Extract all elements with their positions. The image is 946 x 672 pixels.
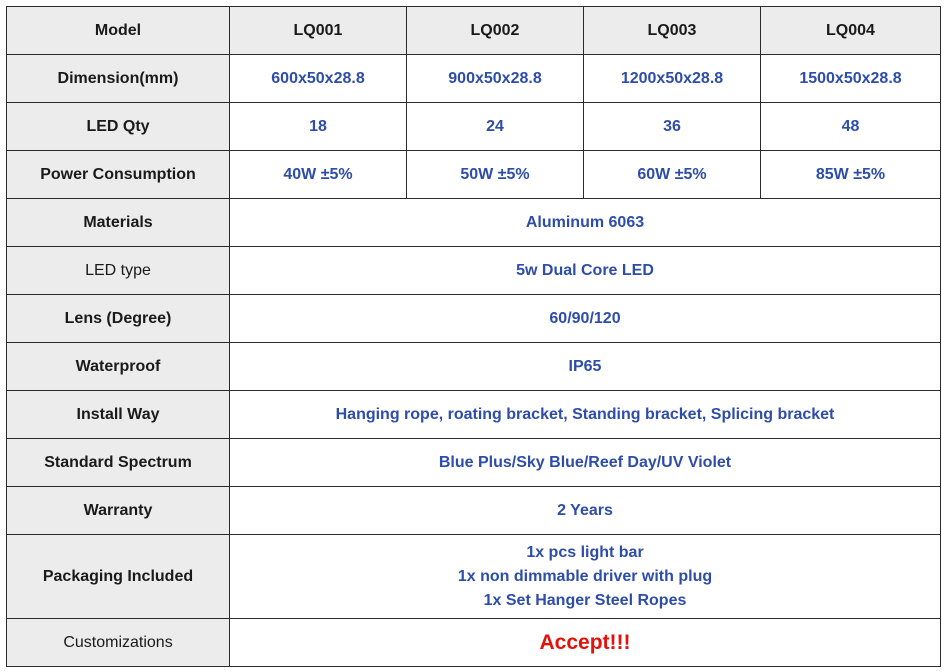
dimension-lq002: 900x50x28.8 <box>407 55 584 103</box>
row-label-spectrum: Standard Spectrum <box>7 439 230 487</box>
power-lq002: 50W ±5% <box>407 151 584 199</box>
model-lq003: LQ003 <box>584 7 761 55</box>
row-led-type <box>7 247 941 295</box>
model-lq001: LQ001 <box>230 7 407 55</box>
row-model <box>7 7 941 55</box>
spec-table <box>6 6 941 667</box>
customizations-value: Accept!!! <box>230 619 941 667</box>
row-materials <box>7 199 941 247</box>
dimension-lq003: 1200x50x28.8 <box>584 55 761 103</box>
row-packaging <box>7 535 941 619</box>
row-label-packaging: Packaging Included <box>7 535 230 619</box>
waterproof-value: IP65 <box>230 343 941 391</box>
row-led-qty <box>7 103 941 151</box>
led-qty-lq003: 36 <box>584 103 761 151</box>
row-label-customizations: Customizations <box>7 619 230 667</box>
row-label-dimension: Dimension(mm) <box>7 55 230 103</box>
row-label-led-type: LED type <box>7 247 230 295</box>
row-spectrum <box>7 439 941 487</box>
model-lq004: LQ004 <box>761 7 941 55</box>
row-label-warranty: Warranty <box>7 487 230 535</box>
model-lq002: LQ002 <box>407 7 584 55</box>
row-label-materials: Materials <box>7 199 230 247</box>
materials-value: Aluminum 6063 <box>230 199 941 247</box>
led-type-value: 5w Dual Core LED <box>230 247 941 295</box>
row-label-led-qty: LED Qty <box>7 103 230 151</box>
lens-value: 60/90/120 <box>230 295 941 343</box>
row-label-install-way: Install Way <box>7 391 230 439</box>
packaging-item: 1x Set Hanger Steel Ropes <box>483 591 687 609</box>
power-lq004: 85W ±5% <box>761 151 941 199</box>
row-customizations <box>7 619 941 667</box>
power-lq001: 40W ±5% <box>230 151 407 199</box>
row-install-way <box>7 391 941 439</box>
led-qty-lq004: 48 <box>761 103 941 151</box>
row-waterproof <box>7 343 941 391</box>
spectrum-value: Blue Plus/Sky Blue/Reef Day/UV Violet <box>230 439 941 487</box>
row-label-power: Power Consumption <box>7 151 230 199</box>
row-warranty <box>7 487 941 535</box>
led-qty-lq001: 18 <box>230 103 407 151</box>
row-label-lens: Lens (Degree) <box>7 295 230 343</box>
packaging-item: 1x non dimmable driver with plug <box>457 567 713 585</box>
row-power <box>7 151 941 199</box>
row-dimension <box>7 55 941 103</box>
packaging-item: 1x pcs light bar <box>526 543 644 561</box>
install-way-value: Hanging rope, roating bracket, Standing bracket, Splicing bracket <box>230 391 941 439</box>
row-label-waterproof: Waterproof <box>7 343 230 391</box>
dimension-lq004: 1500x50x28.8 <box>761 55 941 103</box>
row-lens <box>7 295 941 343</box>
packaging-list <box>230 535 941 619</box>
power-lq003: 60W ±5% <box>584 151 761 199</box>
warranty-value: 2 Years <box>230 487 941 535</box>
row-label-model: Model <box>7 7 230 55</box>
dimension-lq001: 600x50x28.8 <box>230 55 407 103</box>
led-qty-lq002: 24 <box>407 103 584 151</box>
